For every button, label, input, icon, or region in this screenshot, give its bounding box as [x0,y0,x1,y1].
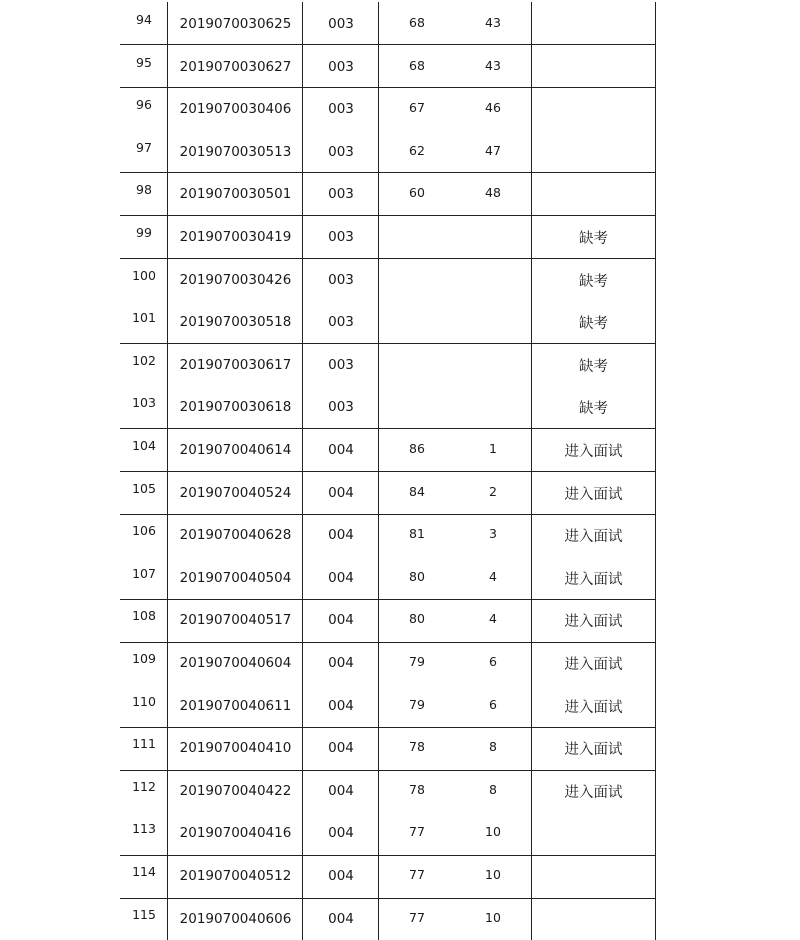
score: 79 [409,696,425,712]
exam-id: 2019070030627 [179,58,292,75]
rank: 43 [485,57,501,73]
table-row [0,343,800,386]
remark: 缺考 [579,358,608,375]
exam-id: 2019070040614 [179,442,292,458]
table-row [0,726,800,769]
table-row [0,215,800,258]
score: 62 [409,142,425,158]
position-code: 003 [328,101,354,118]
row-index: 101 [132,310,156,326]
rank: 4 [489,611,497,627]
remark: 进入面试 [564,699,623,716]
exam-id: 2019070030625 [179,16,292,32]
row-index: 103 [132,395,156,411]
rank: 47 [485,142,501,158]
rank: 6 [489,654,497,669]
remark: 缺考 [579,316,608,333]
exam-id: 2019070040416 [179,825,292,842]
table-row [0,769,800,812]
remark: 进入面试 [564,614,623,631]
score: 81 [409,526,425,542]
row-index: 102 [132,352,156,368]
row-index: 108 [132,608,156,624]
table-row [0,172,800,215]
table-row [0,513,800,556]
remark: 缺考 [579,231,608,247]
rank: 10 [485,867,501,882]
exam-id: 2019070040606 [179,910,292,927]
exam-id: 2019070040628 [179,527,292,544]
row-index: 95 [136,54,152,70]
table-row [0,87,800,130]
position-code: 003 [328,143,354,160]
remark: 进入面试 [564,486,623,503]
row-index: 97 [136,139,152,155]
row-index: 98 [136,182,152,198]
exam-id: 2019070030513 [179,143,292,160]
position-code: 003 [328,16,354,32]
rank: 4 [489,568,497,584]
exam-id: 2019070030419 [179,229,292,245]
position-code: 003 [328,399,354,416]
score: 78 [409,739,425,755]
rank: 8 [489,739,497,755]
row-index: 100 [132,267,156,283]
remark: 进入面试 [564,742,623,759]
table-row [0,811,800,854]
remark: 进入面试 [564,657,623,673]
table-row [0,684,800,727]
score: 79 [409,654,425,669]
exam-id: 2019070030617 [179,356,292,373]
position-code: 004 [328,612,354,629]
table-row [0,854,800,897]
score: 68 [409,15,425,30]
table-row [0,428,800,471]
position-code: 003 [328,229,354,245]
score: 60 [409,185,425,201]
rank: 6 [489,696,497,712]
position-code: 004 [328,655,354,671]
score: 77 [409,909,425,925]
exam-id: 2019070040524 [179,484,292,501]
remark: 缺考 [579,401,608,418]
rank: 8 [489,781,497,797]
row-index: 105 [132,480,156,496]
exam-id: 2019070040504 [179,569,292,586]
row-index: 109 [132,651,156,666]
exam-id: 2019070040604 [179,655,292,671]
position-code: 004 [328,442,354,458]
table-row [0,385,800,428]
rank: 3 [489,526,497,542]
table-row [0,598,800,641]
position-code: 004 [328,825,354,842]
row-index: 111 [132,736,156,752]
score: 86 [409,441,425,456]
position-code: 003 [328,314,354,331]
score: 84 [409,483,425,499]
position-code: 003 [328,58,354,75]
rank: 10 [485,909,501,925]
exam-id: 2019070030406 [179,101,292,118]
row-index: 115 [132,906,156,922]
score: 80 [409,568,425,584]
table-row [0,897,800,940]
position-code: 003 [328,271,354,288]
rank: 1 [489,441,497,456]
exam-id: 2019070030426 [179,271,292,288]
position-code: 004 [328,910,354,927]
remark: 进入面试 [564,444,623,460]
table-row [0,471,800,514]
row-index: 113 [132,821,156,837]
score: 77 [409,867,425,882]
exam-id: 2019070030518 [179,314,292,331]
rank: 48 [485,185,501,201]
row-index: 106 [132,523,156,539]
table-row [0,300,800,343]
score: 78 [409,781,425,797]
rank: 2 [489,483,497,499]
row-index: 94 [136,12,152,27]
remark: 缺考 [579,273,608,290]
row-index: 112 [132,778,156,794]
exam-id: 2019070040512 [179,868,292,884]
row-index: 104 [132,438,156,453]
table-row [0,45,800,88]
table-row [0,556,800,599]
position-code: 003 [328,356,354,373]
remark: 进入面试 [564,571,623,588]
position-code: 003 [328,186,354,203]
position-code: 004 [328,740,354,757]
row-index: 114 [132,864,156,879]
exam-id: 2019070040611 [179,697,292,714]
remark: 进入面试 [564,784,623,801]
row-index: 99 [136,225,152,240]
rank: 43 [485,15,501,30]
row-index: 107 [132,565,156,581]
remark: 进入面试 [564,529,623,546]
table-row [0,641,800,684]
table-row [0,130,800,173]
position-code: 004 [328,782,354,799]
rank: 46 [485,100,501,116]
position-code: 004 [328,569,354,586]
score: 77 [409,824,425,840]
position-code: 004 [328,527,354,544]
exam-id: 2019070030618 [179,399,292,416]
row-index: 110 [132,693,156,709]
exam-id: 2019070040410 [179,740,292,757]
score: 68 [409,57,425,73]
exam-id: 2019070040422 [179,782,292,799]
rank: 10 [485,824,501,840]
exam-id: 2019070030501 [179,186,292,203]
score: 67 [409,100,425,116]
table-row [0,258,800,301]
score: 80 [409,611,425,627]
table-row [0,2,800,45]
exam-id: 2019070040517 [179,612,292,629]
position-code: 004 [328,697,354,714]
row-index: 96 [136,97,152,113]
position-code: 004 [328,868,354,884]
position-code: 004 [328,484,354,501]
